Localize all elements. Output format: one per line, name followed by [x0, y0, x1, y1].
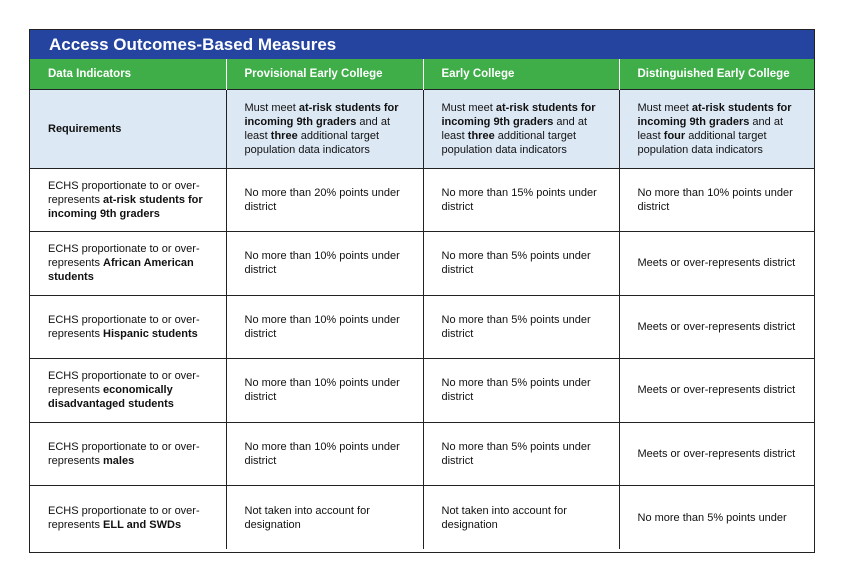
indicator-cell — [30, 422, 226, 486]
value-cell-distinguished: No more than 5% points under — [619, 486, 814, 550]
req-count: three — [270, 129, 298, 142]
table-row — [30, 359, 814, 423]
table-row — [30, 232, 814, 296]
header-early-college: Early College — [423, 59, 619, 89]
req-bold: at-risk students for incoming 9th graders — [441, 101, 596, 128]
indicator-group: at-risk students for incoming 9th graders — [48, 193, 203, 220]
value-cell-early-college: Not taken into account for designation — [423, 486, 619, 550]
req-bold: at-risk students for incoming 9th graders — [637, 101, 792, 128]
value-cell-provisional: No more than 10% points under district — [226, 359, 423, 423]
req-text: additional target population data indicators — [441, 129, 577, 156]
header-data-indicators: Data Indicators — [30, 59, 226, 89]
requirements-row — [30, 89, 814, 168]
req-bold: at-risk students for incoming 9th graders — [244, 101, 399, 128]
req-text: additional target population data indicators — [244, 129, 380, 156]
header-distinguished-early-college: Distinguished Early College — [619, 59, 814, 89]
value-cell-distinguished: Meets or over-represents district — [619, 422, 814, 486]
indicator-text: ECHS proportionate to or over-represents — [48, 504, 200, 531]
req-count: four — [663, 129, 686, 142]
table-row — [30, 486, 814, 550]
indicator-cell — [30, 168, 226, 232]
indicator-group: Hispanic students — [103, 327, 198, 340]
header-row — [30, 59, 814, 89]
value-cell-early-college: No more than 5% points under district — [423, 295, 619, 359]
requirements-cell-distinguished — [619, 89, 814, 168]
req-text: Must meet — [637, 101, 692, 114]
indicator-cell — [30, 486, 226, 550]
indicator-text: ECHS proportionate to or over-represents — [48, 313, 200, 340]
req-count: three — [467, 129, 495, 142]
requirements-cell-early-college — [423, 89, 619, 168]
value-cell-early-college: No more than 5% points under district — [423, 359, 619, 423]
indicator-group: economically disadvantaged students — [48, 384, 174, 411]
header-provisional-early-college: Provisional Early College — [226, 59, 423, 89]
indicator-text: ECHS proportionate to or over-represents — [48, 179, 200, 206]
indicator-text: ECHS proportionate to or over-represents — [48, 440, 200, 467]
value-cell-distinguished: No more than 10% points under district — [619, 168, 814, 232]
req-text: and at least — [244, 115, 390, 142]
req-text: and at least — [637, 115, 783, 142]
value-cell-provisional: No more than 10% points under district — [226, 295, 423, 359]
value-cell-distinguished: Meets or over-represents district — [619, 359, 814, 423]
table-row — [30, 168, 814, 232]
outcomes-table — [30, 59, 814, 549]
req-text: additional target population data indicators — [637, 129, 767, 156]
indicator-cell — [30, 359, 226, 423]
indicator-group: males — [103, 454, 135, 467]
value-cell-early-college: No more than 15% points under district — [423, 168, 619, 232]
requirements-cell-provisional — [226, 89, 423, 168]
indicator-group: ELL and SWDs — [103, 518, 182, 531]
value-cell-distinguished: Meets or over-represents district — [619, 295, 814, 359]
value-cell-provisional: No more than 10% points under district — [226, 422, 423, 486]
value-cell-provisional: No more than 10% points under district — [226, 232, 423, 296]
value-cell-provisional: No more than 20% points under district — [226, 168, 423, 232]
value-cell-distinguished: Meets or over-represents district — [619, 232, 814, 296]
req-text: and at least — [441, 115, 587, 142]
value-cell-provisional: Not taken into account for designation — [226, 486, 423, 550]
table-row — [30, 295, 814, 359]
value-cell-early-college: No more than 5% points under district — [423, 422, 619, 486]
outcomes-table-container — [29, 29, 815, 553]
requirements-label: Requirements — [30, 89, 226, 168]
indicator-cell — [30, 232, 226, 296]
indicator-group: African American students — [48, 257, 194, 284]
table-title: Access Outcomes-Based Measures — [30, 30, 814, 59]
value-cell-early-college: No more than 5% points under district — [423, 232, 619, 296]
indicator-text: ECHS proportionate to or over-represents — [48, 370, 200, 397]
req-text: Must meet — [441, 101, 496, 114]
indicator-cell — [30, 295, 226, 359]
req-text: Must meet — [244, 101, 299, 114]
indicator-text: ECHS proportionate to or over-represents — [48, 243, 200, 270]
table-row — [30, 422, 814, 486]
